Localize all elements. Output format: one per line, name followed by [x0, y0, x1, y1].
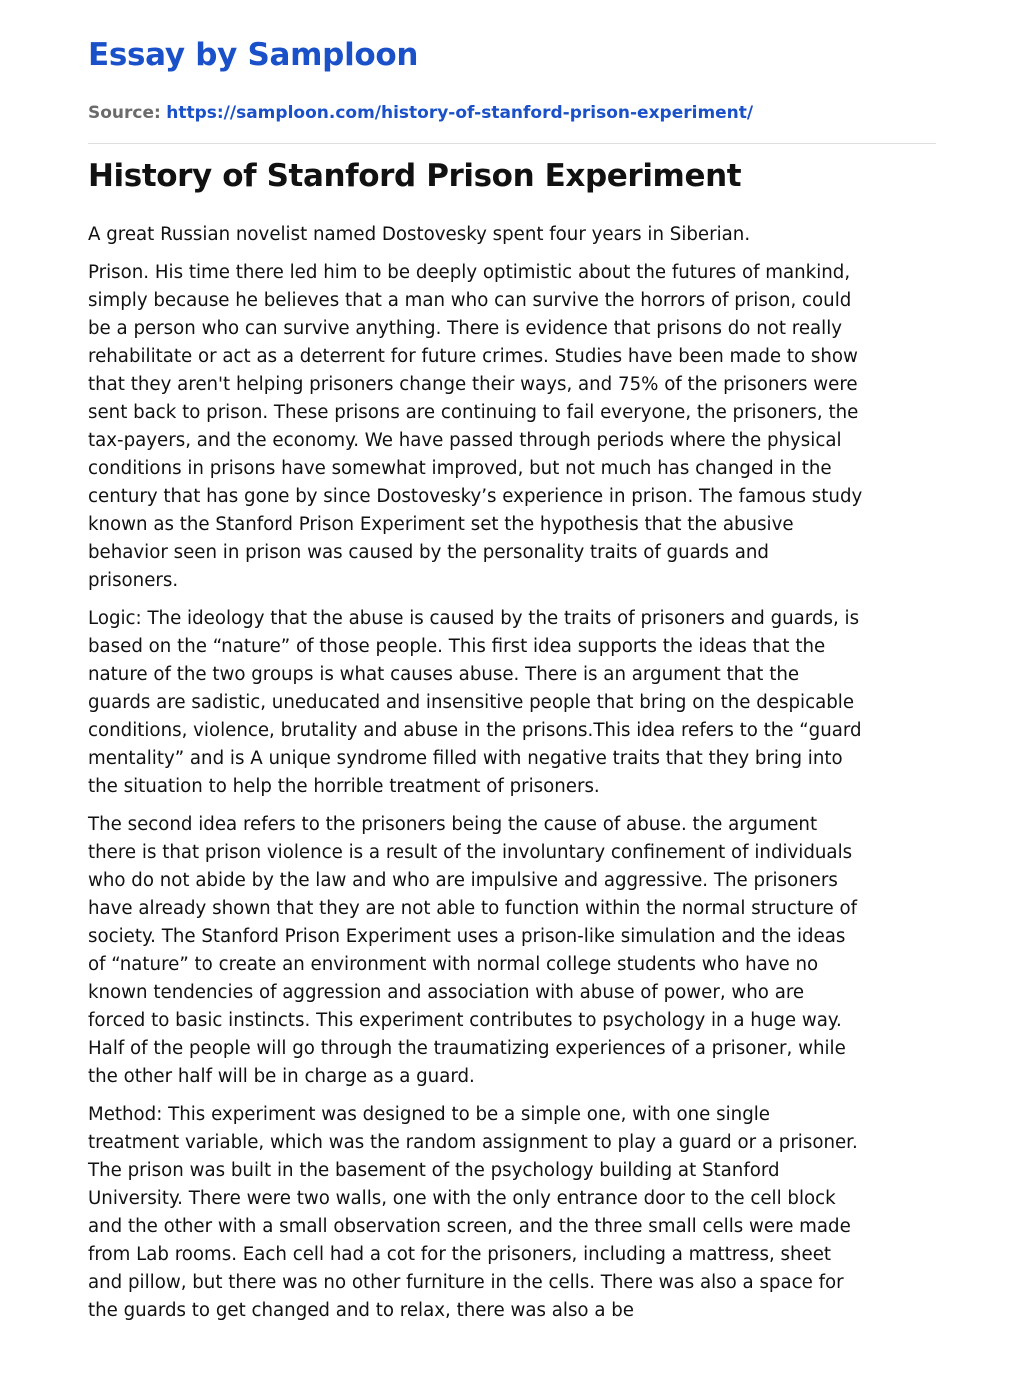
- paragraph-line: The second idea refers to the prisoners being the cause of abuse. the argument: [88, 814, 818, 835]
- paragraph-line: University. There were two walls, one with the only entrance door to the cell block: [88, 1188, 836, 1209]
- paragraph-line: mentality” and is A unique syndrome filled with negative traits that they bring into: [88, 748, 843, 769]
- paragraph-line: century that has gone by since Dostovesky’s experience in prison. The famous study: [88, 486, 863, 507]
- paragraph-line: sent back to prison. These prisons are continuing to fail everyone, the prisoners, the: [88, 402, 859, 423]
- paragraph-line: known as the Stanford Prison Experiment set the hypothesis that the abusive: [88, 514, 794, 535]
- essay-title: History of Stanford Prison Experiment: [88, 158, 742, 194]
- essay-paragraph: [88, 259, 940, 595]
- paragraph-line: Method: This experiment was designed to be a simple one, with one single: [88, 1104, 770, 1125]
- paragraph-line: prisoners.: [88, 570, 179, 591]
- paragraph-line: based on the “nature” of those people. This first idea supports the ideas that the: [88, 636, 826, 657]
- paragraph-line: be a person who can survive anything. There is evidence that prisons do not really: [88, 318, 843, 339]
- essay-paragraph: [88, 605, 940, 801]
- paragraph-line: of “nature” to create an environment with normal college students who have no: [88, 954, 819, 975]
- site-title: Essay by Samploon: [88, 37, 419, 73]
- paragraph-line: guards are sadistic, uneducated and insensitive people that bring on the despicable: [88, 692, 855, 713]
- essay-body: [88, 221, 940, 1335]
- paragraph-line: who do not abide by the law and who are impulsive and aggressive. The prisoners: [88, 870, 838, 891]
- paragraph-line: nature of the two groups is what causes abuse. There is an argument that the: [88, 664, 800, 685]
- paragraph-line: A great Russian novelist named Dostovesky spent four years in Siberian.: [88, 224, 751, 245]
- paragraph-line: tax-payers, and the economy. We have passed through periods where the physical: [88, 430, 842, 451]
- paragraph-line: Logic: The ideology that the abuse is caused by the traits of prisoners and guards, is: [88, 608, 860, 629]
- paragraph-line: society. The Stanford Prison Experiment uses a prison-like simulation and the ideas: [88, 926, 846, 947]
- paragraph-line: there is that prison violence is a result of the involuntary confinement of individuals: [88, 842, 853, 863]
- paragraph-line: behavior seen in prison was caused by the personality traits of guards and: [88, 542, 769, 563]
- essay-paragraph: [88, 221, 940, 249]
- paragraph-line: simply because he believes that a man who can survive the horrors of prison, could: [88, 290, 852, 311]
- paragraph-line: have already shown that they are not able to function within the normal structure of: [88, 898, 858, 919]
- paragraph-line: from Lab rooms. Each cell had a cot for the prisoners, including a mattress, sheet: [88, 1244, 832, 1265]
- source-link[interactable]: https://samploon.com/history-of-stanford-prison-experiment/: [166, 103, 754, 123]
- paragraph-line: conditions, violence, brutality and abuse in the prisons.This idea refers to the “guard: [88, 720, 862, 741]
- source-label: Source:: [88, 103, 161, 123]
- essay-paragraph: [88, 811, 940, 1091]
- paragraph-line: and pillow, but there was no other furniture in the cells. There was also a space for: [88, 1272, 844, 1293]
- header-divider: [88, 143, 936, 144]
- paragraph-line: forced to basic instincts. This experiment contributes to psychology in a huge way.: [88, 1010, 842, 1031]
- paragraph-line: Half of the people will go through the traumatizing experiences of a prisoner, while: [88, 1038, 846, 1059]
- essay-paragraph: [88, 1101, 940, 1325]
- paragraph-line: conditions in prisons have somewhat improved, but not much has changed in the: [88, 458, 832, 479]
- paragraph-line: the situation to help the horrible treatment of prisoners.: [88, 776, 600, 797]
- paragraph-line: that they aren't helping prisoners change their ways, and 75% of the prisoners were: [88, 374, 858, 395]
- source-line: [88, 100, 753, 126]
- paragraph-line: Prison. His time there led him to be deeply optimistic about the futures of mankind,: [88, 262, 851, 283]
- paragraph-line: treatment variable, which was the random assignment to play a guard or a prisoner.: [88, 1132, 858, 1153]
- paragraph-line: known tendencies of aggression and association with abuse of power, who are: [88, 982, 805, 1003]
- paragraph-line: The prison was built in the basement of the psychology building at Stanford: [88, 1160, 780, 1181]
- paragraph-line: the guards to get changed and to relax, there was also a be: [88, 1300, 634, 1321]
- paragraph-line: and the other with a small observation screen, and the three small cells were made: [88, 1216, 851, 1237]
- paragraph-line: the other half will be in charge as a guard.: [88, 1066, 475, 1087]
- paragraph-line: rehabilitate or act as a deterrent for future crimes. Studies have been made to show: [88, 346, 858, 367]
